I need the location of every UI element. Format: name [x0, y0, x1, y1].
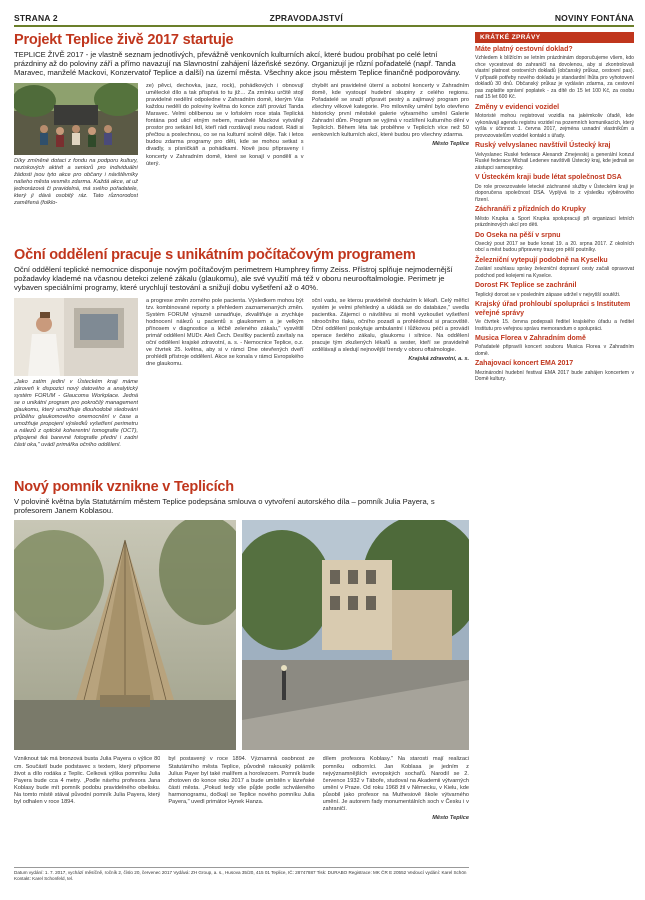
news-item	[475, 142, 634, 171]
newspaper-page	[14, 10, 634, 894]
news-title: Ruský velvyslanec navštívil Ústecký kraj	[475, 142, 611, 150]
news-item	[475, 206, 634, 228]
article-lead: TEPLICE ŽIVĚ 2017 - je vlastně seznam jednotlivých, převážně venkovních kulturních akcí, které budou probíhat po celé letní prázdniny až do poloviny září a přímo navazují na Slavnostní zahájení lázeňské sezóny. Organizují je různí pořadatelé (např. Tanda Maravec, manželé Mackovi, Konzervatoř Teplice a další) na území města. Všechny akce jsou městem Teplice finančně podporovány.	[14, 50, 461, 78]
photo-caption: „Jako zatím jediní v Ústeckém kraji máme zároveň k dispozici nový datového a analytický systém FORUM - Glaucoma Workplace. Jedná se o unikátní program pro pokročilý management glaukomu, který umožňuje dlouhodobé sledování průběhu glaukomového onemocnění v čase a umožňuje propojení výsledků vyšetření perimetru a nálezů z optické koherentní tomografie (OCT), připojené tká barevné fotografie přední i zadní části oka," uvádí primářka očního oddělení.	[14, 378, 138, 448]
article-headline: Projekt Teplice živě 2017 startuje	[14, 32, 234, 48]
news-title: Železniční vytepují podobně na Kyselku	[475, 256, 608, 264]
article-novy-pomnik	[14, 479, 469, 887]
news-title: Musica Florea v Zahradním domě	[475, 335, 586, 343]
news-item	[475, 232, 634, 254]
news-title: V Ústeckém kraji bude létat společnost DSA	[475, 174, 622, 182]
sidebar-list	[475, 46, 634, 383]
news-title: Máte platný cestovní doklad?	[475, 46, 573, 53]
news-text: Motoristé mohou registrovat vozidla na jakémkoliv úřadě, kde vykonávají agendu registru vozidel na pozemních komunikacích, který vyšla v účinnost 1. června 2017, zejména usnadní vlastníkům a provozovatelům vozidel kontakt s úřady.	[475, 113, 634, 139]
news-text: Zaslání souhlasu správy železniční dopravní cesty začali opravovat podchod pod kolejemi na Kyselce.	[475, 266, 634, 279]
news-item	[475, 257, 634, 279]
article-text: chybět ani pravidelné úterní a sobotní koncerty v Zahradním domě, kde vystoupí hudební skupiny z celého regionu. Pořadatelé se snaží připravit pestrý a zajímavý program pro všechny věkové kategorie. Pro milovníky umění bylo otevřeno historicky první městské galerie výtvarného umění Galerie Zahradní dům. Program se vyjímá v rozšíření kulturního dění v Teplicích. Během léta tak proběhne v Teplicích více než 50 venkovních kulturních akcí, které budou pro všechny zdarma.	[311, 82, 469, 139]
news-title: Dorost FK Teplice se zachránil	[475, 282, 577, 290]
article-signature: Město Teplice	[432, 815, 469, 822]
article-text-col1: Vzniknout tak má bronzová busta Julia Payera o výšce 80 cm. Součástí bude podstavec s textem, který připomene život a dílo rodáka z Teplic. Celková výška pomníku Julia Payera bude cca 4 metry. „Podle návrhu profesora Jana Koblasy bude mít pomník podobu pravidelného obelisku. Na tomto místě stával původní pomník Julia Payera, který byl odhalen v roce 1894.	[14, 756, 161, 805]
article-signature: Krajská zdravotní, a. s.	[408, 356, 469, 363]
article-text-col2: byl postavený v roce 1894. Významná osobnost ze Statutárního města Teplice, původně rakouský polárník Julius Payer byl také malířem a horolezcem. Pomník bude zhotoven do konce roku 2017 a bude umístěn v lázeňské části města. „Pokud tedy vše půjde podle schváleného harmonogramu, dočkají se Teplice nového pomníku Julia Payera," uvedl primátor Hynek Hanza.	[168, 756, 315, 805]
sidebar-header: KRÁTKÉ ZPRÁVY	[475, 32, 634, 43]
article-text-col2: a progrese změn zorného pole pacienta. Výsledkem mohou být tzv. kombinované reporty s přehledem zaznamenaných změn. Systém FORUM výrazně usnadňuje, zkvalitňuje a zrychluje hodnocení nálezů u pacientů s glaukomem a je velkým přínosem v diagnostice a léčbě zeleného zákalu," vysvětlil primář oddělení MUDr. Aleš Čech. Desítky pacientů zavítaly na oční oddělení krajské zdravotní, a. s. - Nemocnice Teplice, o.z. ve čtvrtek 25. května, aby si v rámci Dne otevřených dveří prohlédli přístroje oddělení. Akce se konala v rámci Evropského dne glaukomu.	[146, 297, 304, 368]
news-item	[475, 282, 634, 298]
news-text: Velvyslanec Ruské federace Alexandr Zmejevskij a generální konzul Ruské federace Michail Ledenev navštívili Ústecký kraj, kde jednali se zástupci samosprávy.	[475, 151, 634, 171]
article-text-col3	[312, 298, 470, 449]
news-title: Změny v evidenci vozidel	[475, 103, 560, 111]
news-text: Vzhledem k blížícím se letním prázdninám doporučujeme všem, kdo chce vycestovat do zahraničí na dovolenou, aby si zkontrolovali vlastní platnost cestovních dokladů (občanský průkaz, cestovní pas). V případě potřeby nového dokladu je standardní lhůta pro vyhotovení dokladů 30 dnů. Občanský průkaz je vydáván zdarma, za cestovní pas zaplatíte správní poplatek - za dítě do 15 let 100 Kč, za osobu nad 15 let 600 Kč.	[475, 55, 634, 101]
square-photo	[242, 520, 469, 750]
article-teplice-zive	[14, 32, 469, 244]
news-title: Zahajovací koncert EMA 2017	[475, 360, 574, 368]
article-lead: V polovině května byla Statutárním městem Teplice podepsána smlouva o vytvoření autorského díla – pomník Julia Payera, s profesorem Janem Koblasou.	[14, 497, 435, 516]
masthead	[14, 10, 634, 27]
photo-caption: Díky zmíněné dotaci z fondu na podporu kultury, neziskových aktivit a seniorů pro individuální žádosti jsou tyto akce pro občany i návštěvníky našeho města vesměs zdarma. Každá akce, at už jednorázová či pravidelná, má svého pořadatele, který ji dává osobitý ráz. Tato různorodost zaměřená (folklo-	[14, 157, 138, 206]
publication-name: NOVINY FONTÁNA	[554, 13, 634, 23]
article-text: dílem profesora Koblasy." Na starosti mají realizaci pomníku odborníci. Jan Koblasa je jedním z nejvýznamnějších evropských sochařů. Narodil se 2. července 1932 v Táboře, studoval na Akademii výtvarných umění v Praze. Od roku 1968 žil v Německu, v Kielu, kde působil jako profesor na Muthesiově škole výtvarného umění. Je autorem řady monumentálních soch v Česku i v zahraničí.	[322, 756, 469, 813]
article-headline: Nový pomník vznikne v Teplicích	[14, 479, 234, 495]
news-text: Osecký pout 2017 se bude konat 19. a 20. srpna 2017. Z okolních obcí a měst budou připraveny trasy pro pěší poutníky.	[475, 240, 634, 254]
news-text: Teplický dorost se v posledním zápase udržel v nejvyšší soutěži.	[475, 291, 621, 298]
article-lead: Oční oddělení teplické nemocnice disponuje novým počítačovým perimetrem Humphrey firmy Zeiss. Přístroj splňuje nejmodernější požadavky klademé na včasnou detekci zelené zákalu (glaukomu), ale své využití má též v oboru neurooftalmologie. Perimetr je vybaven speciálními programy, které urychlují testování a snižují dobu vyšetření až o 40%.	[14, 265, 453, 293]
photo-column	[14, 83, 138, 207]
article-text: oční vadu, se kterou pravidelně docházím k lékaři. Celý měřicí systém je velmi přehledný a ukládá se do databáze," uvedla pacientka. Zájemci o návštěvu si mohli vyzkoušet vyšetření nitroočního tlaku, očního pozadí a prohlédnout si pracoviště. Oční oddělení poskytuje ambulantní i lůžkovou péči a provádí operace šedého zákalu, glaukomu i sítnice. Na oddělení pracuje tým zkušených lékařů a sester, kteří se pravidelně vzdělávají a sledují nejnovější trendy v oboru oftalmologie.	[311, 297, 469, 354]
clinic-photo	[14, 298, 138, 376]
news-item	[475, 360, 634, 382]
photo-row	[14, 520, 469, 750]
news-title: Do Oseka na pěší v srpnu	[475, 231, 561, 239]
news-title: Krajský úřad prohloubí spolupráci s Institutem veřejné správy	[475, 301, 631, 317]
article-text-col3	[323, 756, 469, 822]
short-news-sidebar	[475, 32, 634, 887]
news-item	[475, 301, 634, 332]
news-text: Do role provozovatele letecké záchranné služby v Ústeckém kraji je doporučena společnost DSA. Vyplývá to z výsledku výběrového řízení.	[475, 183, 634, 203]
article-text-col2: ze) pěvci, dechovka, jazz, rock), pohádkových i obnovují umělecké dílo a tak přispívá to tu již… Za zmínku určitě stojí pravidelné nedělní odpoledne v Zahradním domě, kterým Vás každou neděli do poloviny května do konce září provází Tanda Maravec. Velmi oblíbenou se v loňském roce stala Teplická fontána pod ulicí etným nebem, manželé Mackovi vytvářejí prostor pro setkání lidí, kteří rádi rozdávají svou radost. Rádi si přečtou a poslechnou, co se na kulturní scéně děje. Tak i letos budou zdarma programy pro děti, kde se mohou setkat s divadly, s písničkáři a pohádkami. Nově jsou připraveny i koncerty v Zahradním domě, které se konají v pondělí a v úterý.	[146, 82, 304, 167]
news-item	[475, 335, 634, 357]
article-signature: Město Teplice	[432, 141, 469, 148]
monument-sketch-photo	[14, 520, 236, 750]
news-title: Záchranáři z přízdních do Krupky	[475, 206, 586, 214]
article-headline: Oční oddělení pracuje s unikátním počítačovým programem	[14, 247, 416, 263]
news-item	[475, 104, 634, 139]
news-text: Ve čtvrtek 15. června podepsali ředitel krajského úřadu a ředitel Institutu pro veřejnou správu memorandum o spolupráci.	[475, 319, 634, 332]
article-ocni-oddeleni	[14, 247, 469, 474]
news-text: Město Krupka a Sport Krupka spolupracují při organizaci letních prázdninových akcí pro děti.	[475, 215, 634, 229]
page-number: STRANA 2	[14, 13, 58, 23]
photo-column	[14, 298, 138, 449]
main-column	[14, 32, 469, 887]
news-text: Mezinárodní hudební festival EMA 2017 bude zahájen koncertem v Domě kultury.	[475, 369, 634, 383]
section-title: ZPRAVODAJSTVÍ	[269, 13, 343, 23]
article-text-col3	[312, 83, 470, 207]
news-item	[475, 46, 634, 101]
news-item	[475, 174, 634, 203]
concert-photo	[14, 83, 138, 155]
news-text: Pořadatelé připravili koncert souboru Musica Florea v Zahradním domě.	[475, 344, 634, 357]
imprint-footer: Datum vydání: 1. 7. 2017, vychází měsíčně, ročník 2, číslo 20, červenec 2017 Vydává: ZH Group, a. s., Husova 35/20, 415 01 Teplice, IČ: 28747887 Tisk: DURABO Registrace: MK ČR E 20552 Vedoucí vydání: Karel Schön Kontakt: Karel Schonfeld, tel.	[14, 867, 469, 882]
